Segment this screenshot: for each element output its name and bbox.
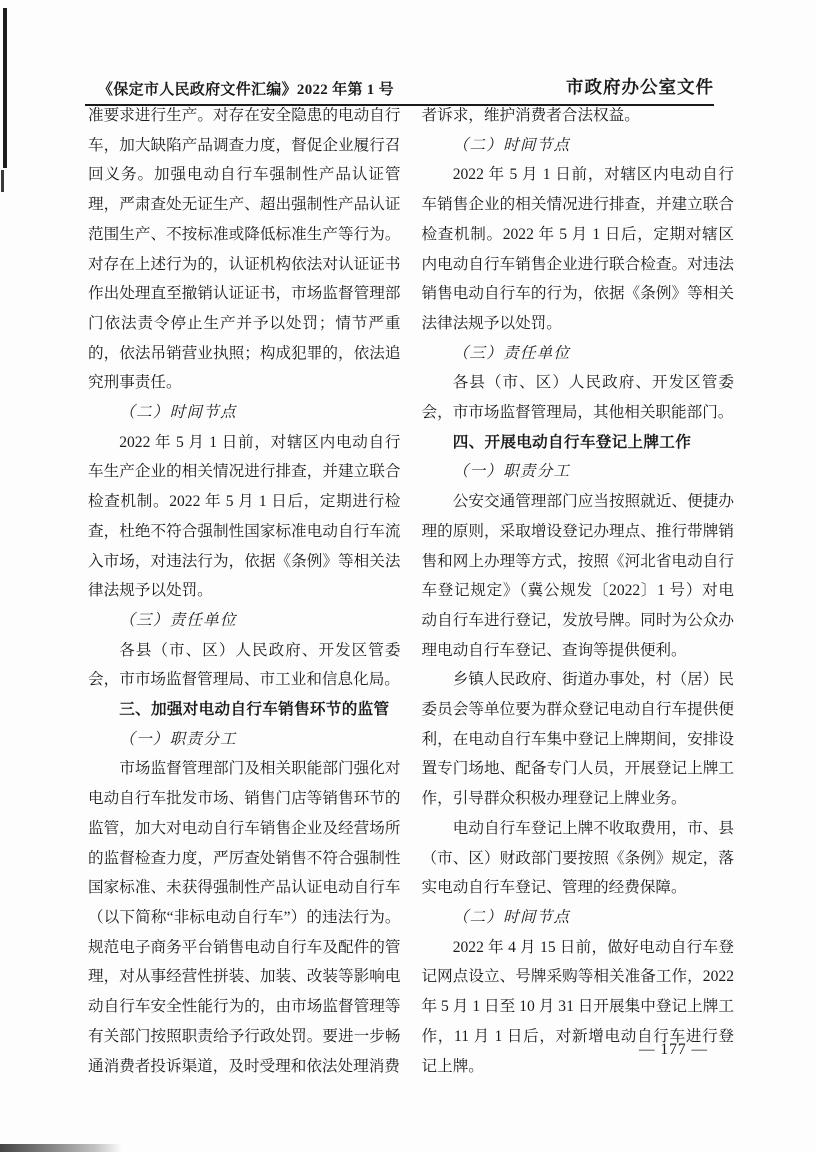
paragraph: 电动自行车登记上牌不收取费用，市、县（市、区）财政部门要按照《条例》规定，落实电动自行车登记、管理的经费保障。 (421, 819, 734, 897)
header-compilation-title: 《保定市人民政府文件汇编》2022 年第 1 号 (98, 82, 394, 98)
subsection-heading: （二）时间节点 (452, 908, 571, 926)
page-number: — 177 — (639, 1041, 708, 1058)
body-columns (88, 101, 734, 1081)
subsection-heading: （二）时间节点 (452, 136, 571, 154)
subsection-heading: （三）责任单位 (119, 611, 237, 629)
section-heading: 四、开展电动自行车登记上牌工作 (452, 433, 692, 451)
subsection-heading: （一）职责分工 (452, 463, 571, 481)
paragraph: 2022 年 5 月 1 日前，对辖区内电动自行车销售企业的相关情况进行排查，并建立联合检查机制。2022 年 5 月 1 日后，定期对辖区内电动自行车销售企业进行联合检查。对违法销售电动自行车的行为，依据《条例》等相关法律法规予以处罚。 (421, 166, 734, 332)
subsection-heading: （一）职责分工 (119, 730, 237, 748)
subsection-heading: （三）责任单位 (452, 344, 571, 362)
paragraph-continuation: 准要求进行生产。对存在安全隐患的电动自行车，加大缺陷产品调查力度，督促企业履行召回义务。加强电动自行车强制性产品认证管理，严肃查处无证生产、超出强制性产品认证范围生产、不按标准或降低标准生产等行为。对存在上述行为的，认证机构依法对认证证书作出处理直至撤销认证证书，市场监督管理部门依法责令停止生产并予以处罚；情节严重的，依法吊销营业执照；构成犯罪的，依法追究刑事责任。 (88, 107, 401, 392)
header-office-label: 市政府办公室文件 (566, 77, 714, 97)
paragraph: 各县（市、区）人民政府、开发区管委会，市市场监督管理局，其他相关职能部门。 (421, 374, 734, 422)
paragraph: 公安交通管理部门应当按照就近、便捷办理的原则，采取增设登记办理点、推行带牌销售和网上办理等方式，按照《河北省电动自行车登记规定》（冀公规发〔2022〕1 号）对电动自行车进行登记，发放号牌。同时为公众办理电动自行车登记、查询等提供便利。 (421, 493, 734, 659)
paragraph-continuation: 者诉求，维护消费者合法权益。 (421, 107, 640, 124)
scan-artifact-bottom-smudge (0, 1144, 122, 1152)
section-heading: 三、加强对电动自行车销售环节的监管 (119, 701, 390, 719)
right-column (422, 101, 735, 1081)
paragraph: 乡镇人民政府、街道办事处，村（居）民委员会等单位要为群众登记电动自行车提供便利，在电动自行车集中登记上牌期间，安排设置专门场地、配备专门人员，开展登记上牌工作，引导群众积极办理登记上牌业务。 (421, 671, 734, 808)
paragraph: 2022 年 5 月 1 日前，对辖区内电动自行车生产企业的相关情况进行排查，并建立联合检查机制。2022 年 5 月 1 日后，定期进行检查，杜绝不符合强制性国家标准电动自行车流入市场，对违法行为，依据《条例》等相关法律法规予以处罚。 (88, 433, 401, 600)
paragraph: 各县（市、区）人民政府、开发区管委会，市市场监督管理局、市工业和信息化局。 (88, 641, 401, 689)
paragraph: 市场监督管理部门及相关职能部门强化对电动自行车批发市场、销售门店等销售环节的监管，加大对电动自行车销售企业及经营场所的监督检查力度，严厉查处销售不符合强制性国家标准、未获得强制性产品认证电动自行车（以下简称“非标电动自行车”）的违法行为。规范电子商务平台销售电动自行车及配件的管理，对从事经营性拼装、加装、改装等影响电动自行车安全性能行为的，由市场监督管理等有关部门按照职责给予行政处罚。要进一步畅通消费者投诉渠道，及时受理和依法处理消费 (88, 760, 401, 1075)
paragraph: 2022 年 4 月 15 日前，做好电动自行车登记网点设立、号牌采购等相关准备工作，2022 年 5 月 1 日至 10 月 31 日开展集中登记上牌工作，11 月 1 日后，对新增电动自行车进行登记上牌。 (421, 938, 734, 1075)
subsection-heading: （二）时间节点 (119, 404, 237, 422)
scan-artifact-left-edge-line (3, 8, 7, 168)
scan-artifact-left-edge-tick (1, 170, 4, 192)
left-column (88, 101, 401, 1081)
